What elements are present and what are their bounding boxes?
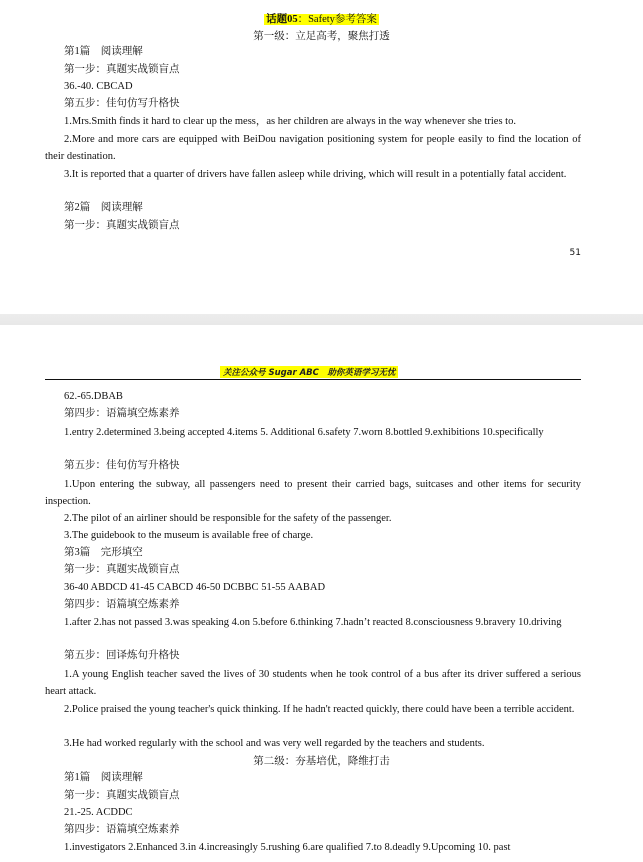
page-header: 关注公众号 Sugar ABC 助你英语学习无忧 — [220, 366, 398, 378]
step-heading: 第四步：语篇填空炼素养 — [64, 599, 180, 610]
answer-paragraph: 1.entry 2.determined 3.being accepted 4.items 5. Additional 6.safety 7.worn 8.bottled 9.exhibitions 10.specifically — [64, 427, 544, 438]
header-rule — [45, 379, 581, 380]
step-heading: 第五步：回译炼句升格快 — [64, 650, 180, 661]
step-heading: 第一步：真题实战锁盲点 — [64, 64, 180, 75]
sentence-line: 3.He had worked regularly with the school and was very well regarded by the teachers and students. — [64, 738, 485, 749]
step-heading: 第四步：语篇填空炼素养 — [64, 824, 180, 835]
level-heading: 第二级：夯基培优，降维打击 — [253, 756, 390, 767]
answer-line: 62.-65.DBAB — [64, 391, 123, 402]
answer-paragraph: 1.after 2.has not passed 3.was speaking 4.on 5.before 6.thinking 7.hadn’t reacted 8.consciousness 9.bravery 10.driving — [64, 617, 562, 628]
step-heading: 第一步：真题实战锁盲点 — [64, 790, 180, 801]
sentence-paragraph: 2.More and more cars are equipped with BeiDou navigation positioning system for people easily to find the location of their destination. — [45, 134, 581, 162]
page-separator — [0, 270, 643, 325]
step-heading: 第五步：佳句仿写升格快 — [64, 98, 180, 109]
step-heading: 第四步：语篇填空炼素养 — [64, 408, 180, 419]
sentence-line: 1.Mrs.Smith finds it hard to clear up the mess，as her children are always in the way whenever she tries to. — [64, 116, 516, 127]
sentence-line: 3.The guidebook to the museum is available free of charge. — [64, 530, 314, 541]
topic-title — [0, 11, 643, 26]
section-heading: 第1篇 阅读理解 — [64, 46, 143, 57]
answer-line: 36.-40. CBCAD — [64, 81, 133, 92]
topic-title-highlight: 话题05：Safety参考答案 — [266, 14, 377, 25]
sentence-line: 2.The pilot of an airliner should be responsible for the safety of the passenger. — [64, 513, 392, 524]
step-heading: 第一步：真题实战锁盲点 — [64, 564, 180, 575]
section-heading: 第1篇 阅读理解 — [64, 772, 143, 783]
section-heading: 第3篇 完形填空 — [64, 547, 143, 558]
answer-line: 21.-25. ACDDC — [64, 807, 133, 818]
answer-line: 36-40 ABDCD 41-45 CABCD 46-50 DCBBC 51-55 AABAD — [64, 582, 326, 593]
sentence-paragraph: 3.It is reported that a quarter of drivers have fallen asleep while driving, which will result in a potentially fatal accident. — [64, 169, 567, 180]
step-heading: 第五步：佳句仿写升格快 — [64, 460, 180, 471]
sentence-paragraph: 1.Upon entering the subway, all passengers need to present their carried bags, suitcases and other items for security inspection. — [45, 479, 581, 507]
step-heading: 第一步：真题实战锁盲点 — [64, 220, 180, 231]
document-page-2 — [0, 325, 643, 862]
level-heading: 第一级：立足高考，聚焦打透 — [253, 31, 390, 42]
document-page-1 — [0, 0, 643, 270]
answer-line: 1.investigators 2.Enhanced 3.in 4.increasingly 5.rushing 6.are qualified 7.to 8.deadly 9.Upcoming 10. past — [64, 842, 511, 853]
page-number: 51 — [569, 248, 581, 258]
sentence-paragraph: 1.A young English teacher saved the lives of 30 students when he took control of a bus after its driver suffered a serious heart attack. — [45, 669, 581, 697]
section-heading: 第2篇 阅读理解 — [64, 202, 143, 213]
sentence-paragraph: 2.Police praised the young teacher's quick thinking. If he hadn't reacted quickly, there could have been a terrible accident. — [64, 704, 575, 715]
